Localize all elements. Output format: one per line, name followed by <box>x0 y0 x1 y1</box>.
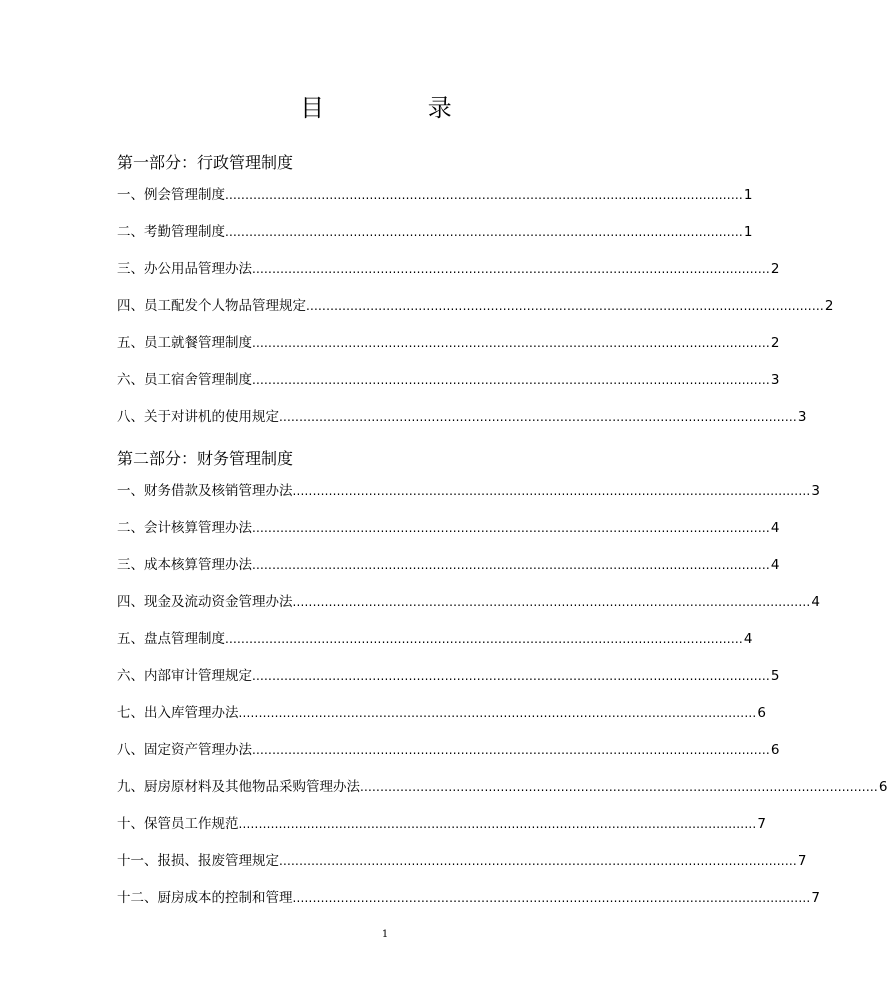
dot-leader: ................................................................................................................................. <box>225 225 743 239</box>
dot-leader: ................................................................................................................................. <box>252 336 770 350</box>
toc-entry[interactable] <box>117 297 834 315</box>
toc-entry-label: 三、办公用品管理办法 <box>117 261 252 277</box>
toc-entry-label: 六、员工宿舍管理制度 <box>117 372 252 388</box>
toc-entry[interactable] <box>117 519 780 537</box>
toc-entry-page: 4 <box>770 520 780 536</box>
toc-entry-label: 四、现金及流动资金管理办法 <box>117 594 293 610</box>
dot-leader: ................................................................................................................................. <box>238 817 757 831</box>
dot-leader: ................................................................................................................................. <box>360 780 878 794</box>
toc-entry-label: 二、会计核算管理办法 <box>117 520 252 536</box>
dot-leader: ................................................................................................................................. <box>292 595 811 609</box>
toc-entry[interactable] <box>117 667 780 685</box>
dot-leader: ................................................................................................................................. <box>252 262 770 276</box>
dot-leader: ................................................................................................................................. <box>306 299 824 313</box>
toc-entry-page: 2 <box>770 261 780 277</box>
toc-entry-page: 7 <box>797 853 807 869</box>
toc-entry-page: 6 <box>770 742 780 758</box>
toc-entry-page: 1 <box>743 187 753 203</box>
toc-entry[interactable] <box>117 778 887 796</box>
section-heading-finance: 第二部分：财务管理制度 <box>117 449 294 468</box>
dot-leader: ................................................................................................................................. <box>225 632 743 646</box>
toc-entry-label: 七、出入库管理办法 <box>117 705 239 721</box>
toc-entry-label: 九、厨房原材料及其他物品采购管理办法 <box>117 779 360 795</box>
toc-entry[interactable] <box>117 186 753 204</box>
dot-leader: ................................................................................................................................. <box>252 669 770 683</box>
toc-entry-page: 2 <box>770 335 780 351</box>
toc-entry[interactable] <box>117 408 807 426</box>
toc-entry[interactable] <box>117 704 766 722</box>
toc-entry[interactable] <box>117 482 820 500</box>
dot-leader: ................................................................................................................................. <box>279 854 797 868</box>
toc-entry-page: 6 <box>878 779 887 795</box>
toc-entry-label: 五、盘点管理制度 <box>117 631 225 647</box>
toc-entry-label: 八、固定资产管理办法 <box>117 742 252 758</box>
toc-entry-page: 7 <box>757 816 766 832</box>
toc-entry-page: 1 <box>743 224 753 240</box>
toc-entry-page: 6 <box>757 705 766 721</box>
toc-entry-label: 十一、报损、报废管理规定 <box>117 853 279 869</box>
toc-entry[interactable] <box>117 889 820 907</box>
dot-leader: ................................................................................................................................. <box>225 188 743 202</box>
toc-entry-label: 六、内部审计管理规定 <box>117 668 252 684</box>
toc-entry-label: 十二、厨房成本的控制和管理 <box>117 890 293 906</box>
toc-entry-label: 八、关于对讲机的使用规定 <box>117 409 279 425</box>
dot-leader: ................................................................................................................................. <box>252 521 770 535</box>
dot-leader: ................................................................................................................................. <box>292 484 811 498</box>
dot-leader: ................................................................................................................................. <box>238 706 757 720</box>
toc-entry-label: 一、财务借款及核销管理办法 <box>117 483 293 499</box>
toc-entry[interactable] <box>117 556 780 574</box>
toc-entry[interactable] <box>117 815 766 833</box>
toc-entry-page: 5 <box>770 668 780 684</box>
toc-entry-page: 4 <box>811 594 820 610</box>
toc-entry[interactable] <box>117 260 780 278</box>
toc-entry[interactable] <box>117 371 780 389</box>
page-title: 目 录 <box>300 94 500 122</box>
toc-entry-page: 2 <box>824 298 834 314</box>
toc-entry-label: 二、考勤管理制度 <box>117 224 225 240</box>
dot-leader: ................................................................................................................................. <box>252 373 770 387</box>
toc-entry[interactable] <box>117 630 753 648</box>
dot-leader: ................................................................................................................................. <box>279 410 797 424</box>
toc-entry[interactable] <box>117 852 807 870</box>
footer-page-number: 1 <box>381 929 389 940</box>
toc-entry-page: 3 <box>811 483 820 499</box>
toc-entry-page: 4 <box>743 631 753 647</box>
section-heading-admin: 第一部分：行政管理制度 <box>117 153 294 172</box>
toc-entry-label: 五、员工就餐管理制度 <box>117 335 252 351</box>
dot-leader: ................................................................................................................................. <box>252 743 770 757</box>
toc-entry-label: 十、保管员工作规范 <box>117 816 239 832</box>
toc-entry[interactable] <box>117 593 820 611</box>
dot-leader: ................................................................................................................................. <box>292 891 811 905</box>
toc-entry-label: 三、成本核算管理办法 <box>117 557 252 573</box>
toc-entry-page: 3 <box>770 372 780 388</box>
toc-entry-label: 四、员工配发个人物品管理规定 <box>117 298 306 314</box>
toc-entry-page: 3 <box>797 409 807 425</box>
toc-entry[interactable] <box>117 223 753 241</box>
toc-entry[interactable] <box>117 741 780 759</box>
toc-entry-label: 一、例会管理制度 <box>117 187 225 203</box>
dot-leader: ................................................................................................................................. <box>252 558 770 572</box>
toc-entry-page: 4 <box>770 557 780 573</box>
toc-entry[interactable] <box>117 334 780 352</box>
toc-entry-page: 7 <box>811 890 820 906</box>
